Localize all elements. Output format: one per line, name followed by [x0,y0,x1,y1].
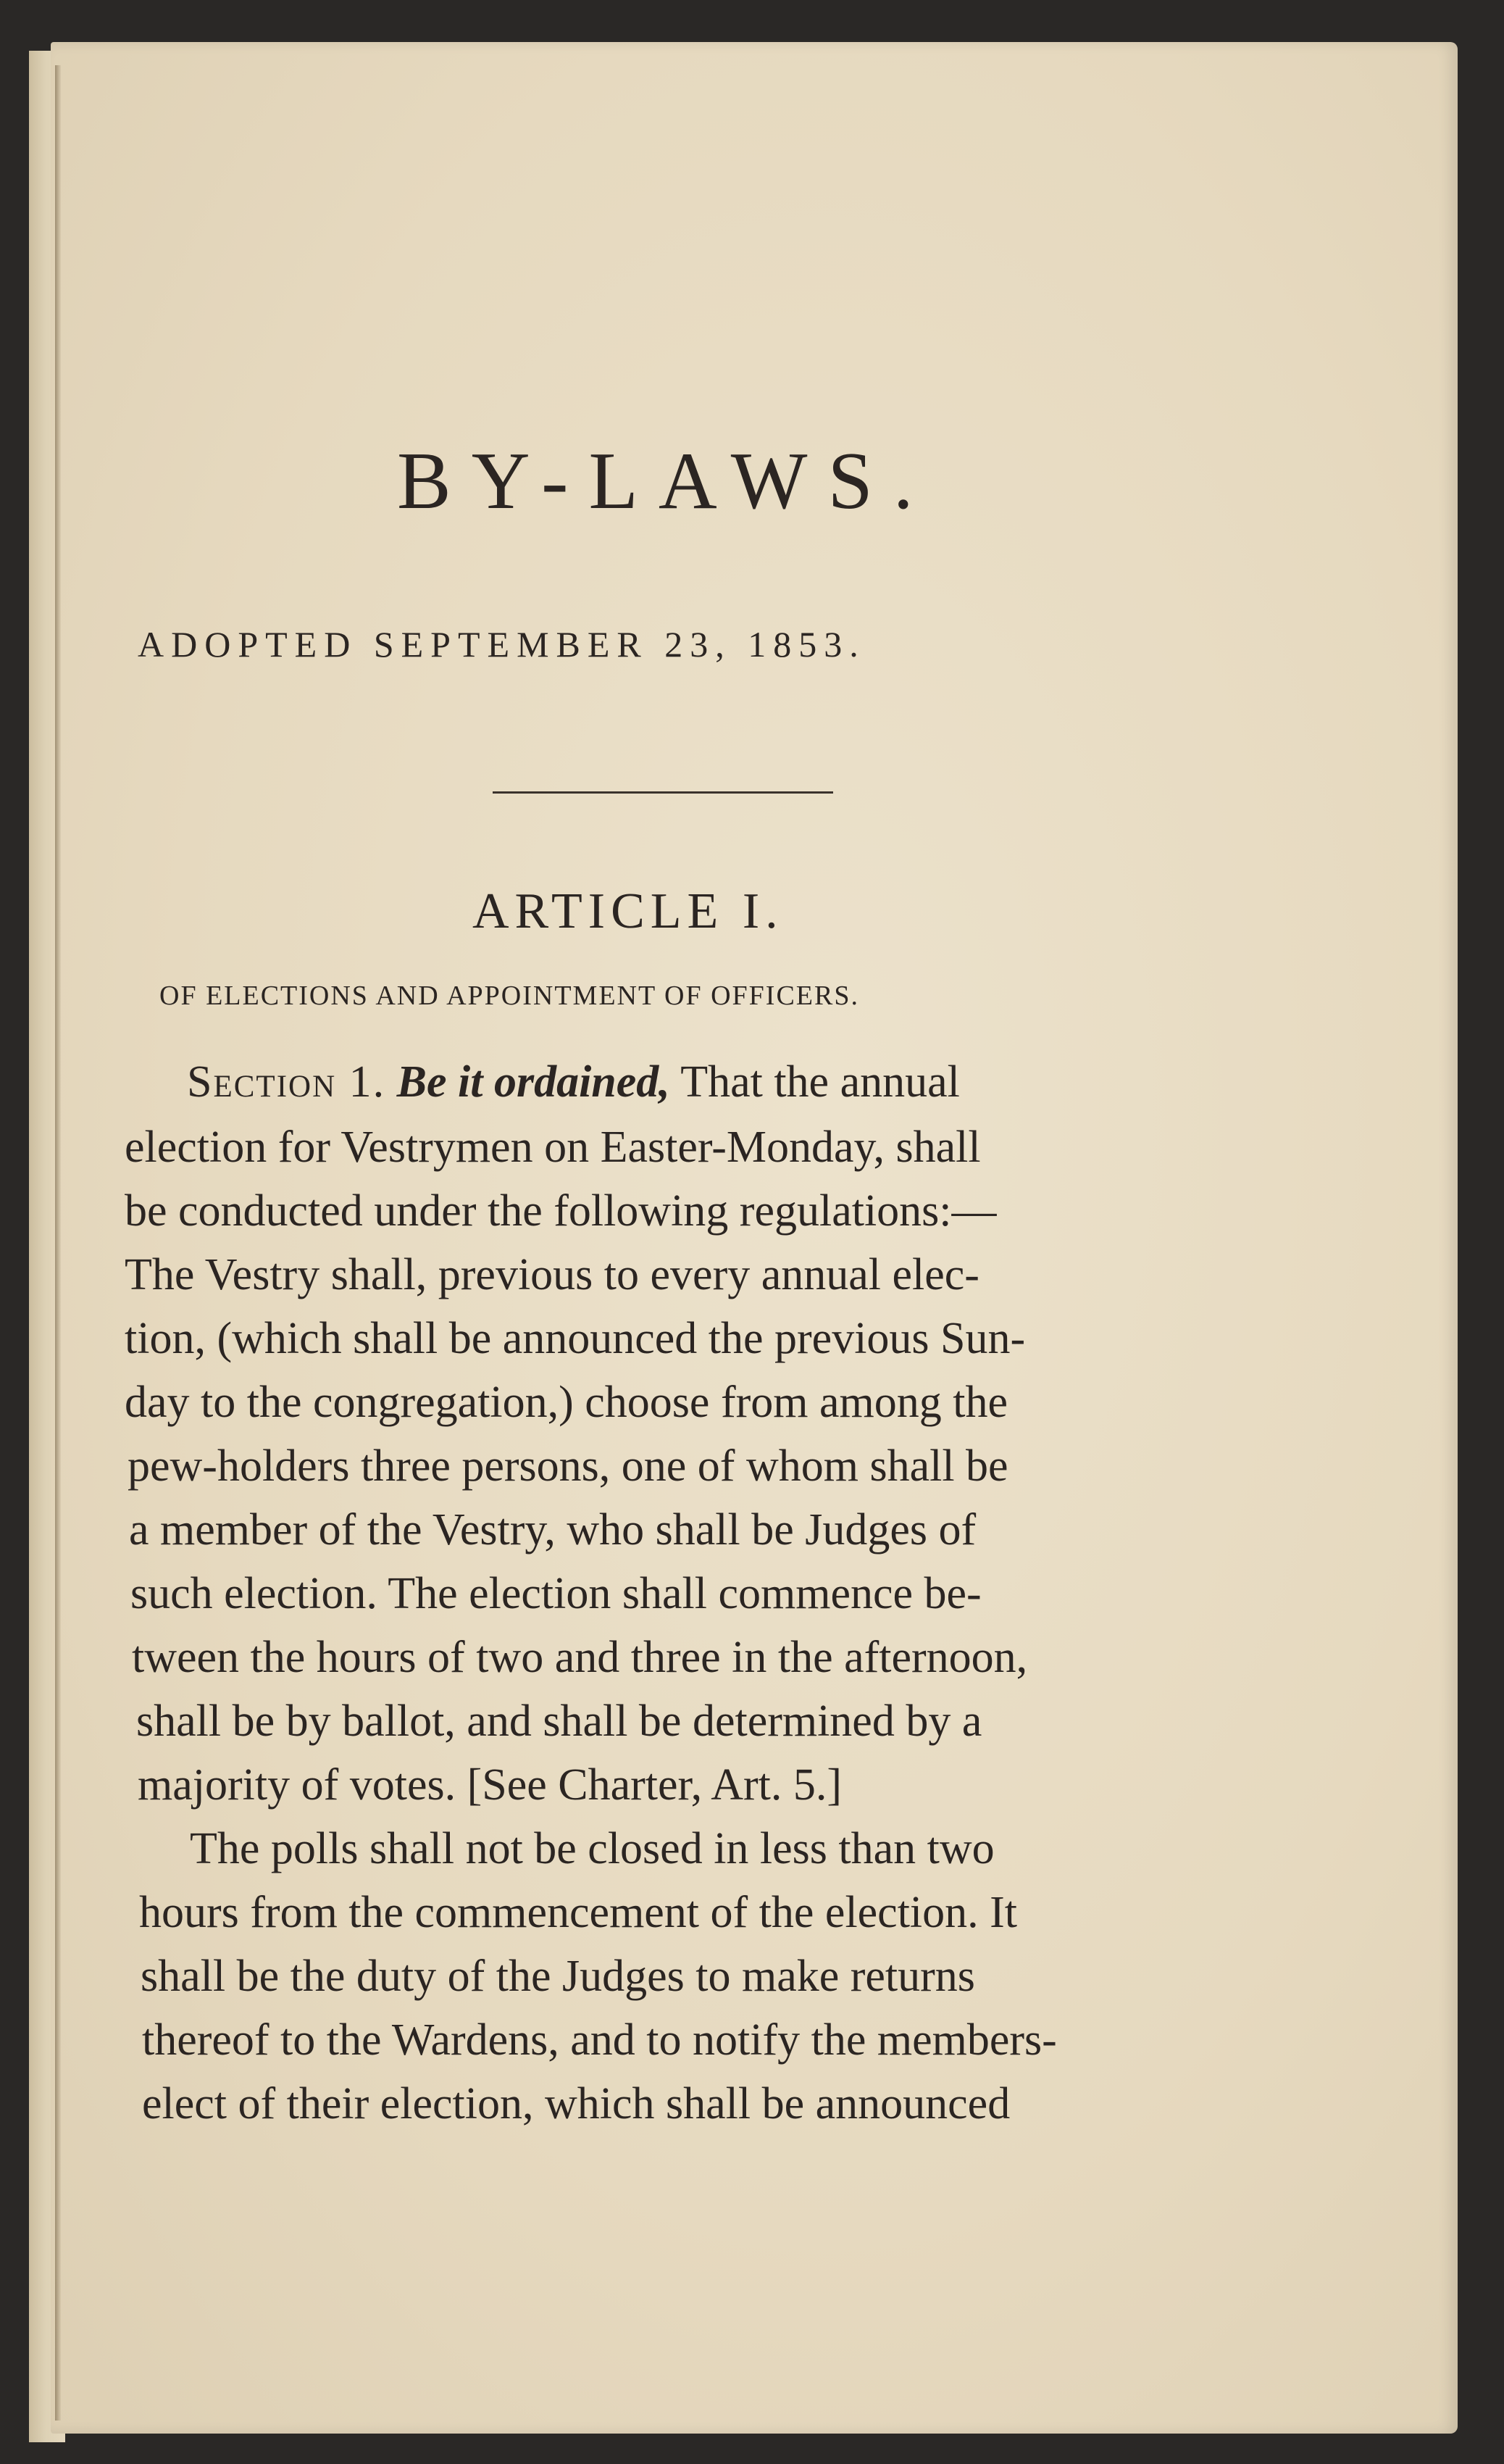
body-line: tion, (which shall be announced the previous Sun- [125,1314,1026,1363]
body-line: be conducted under the following regulations:— [125,1186,997,1236]
body-line: election for Vestrymen on Easter-Monday, shall [125,1123,981,1172]
body-line: day to the congregation,) choose from among the [125,1378,1008,1427]
section-divider-rule [493,791,833,794]
section-first-line [187,1057,960,1107]
body-line: hours from the commencement of the election. It [139,1888,1018,1937]
body-line: tween the hours of two and three in the afternoon, [132,1633,1028,1682]
section-label: Section 1. [187,1057,386,1107]
ordained-phrase: Be it ordained, [396,1057,670,1107]
body-line: such election. The election shall commence be- [130,1569,982,1618]
body-line: a member of the Vestry, who shall be Judges of [129,1505,977,1554]
body-line: elect of their election, which shall be announced [142,2079,1011,2128]
first-line-rest: That the annual [680,1057,960,1107]
document-title: BY-LAWS. [397,436,934,526]
body-line: shall be by ballot, and shall be determined by a [136,1697,982,1746]
body-line: majority of votes. [See Charter, Art. 5.] [138,1760,843,1810]
body-line: shall be the duty of the Judges to make returns [141,1952,975,2001]
body-line: thereof to the Wardens, and to notify the members- [142,2015,1057,2065]
body-line: The polls shall not be closed in less than two [190,1824,995,1873]
article-heading: ARTICLE I. [472,883,784,939]
body-line: pew-holders three persons, one of whom shall be [128,1441,1008,1491]
body-line: The Vestry shall, previous to every annual elec- [125,1250,979,1299]
book-page [51,42,1458,2434]
page-gutter-shadow [55,65,61,2421]
article-subject: OF ELECTIONS AND APPOINTMENT OF OFFICERS. [159,981,859,1011]
adoption-date-line: ADOPTED SEPTEMBER 23, 1853. [138,624,866,665]
